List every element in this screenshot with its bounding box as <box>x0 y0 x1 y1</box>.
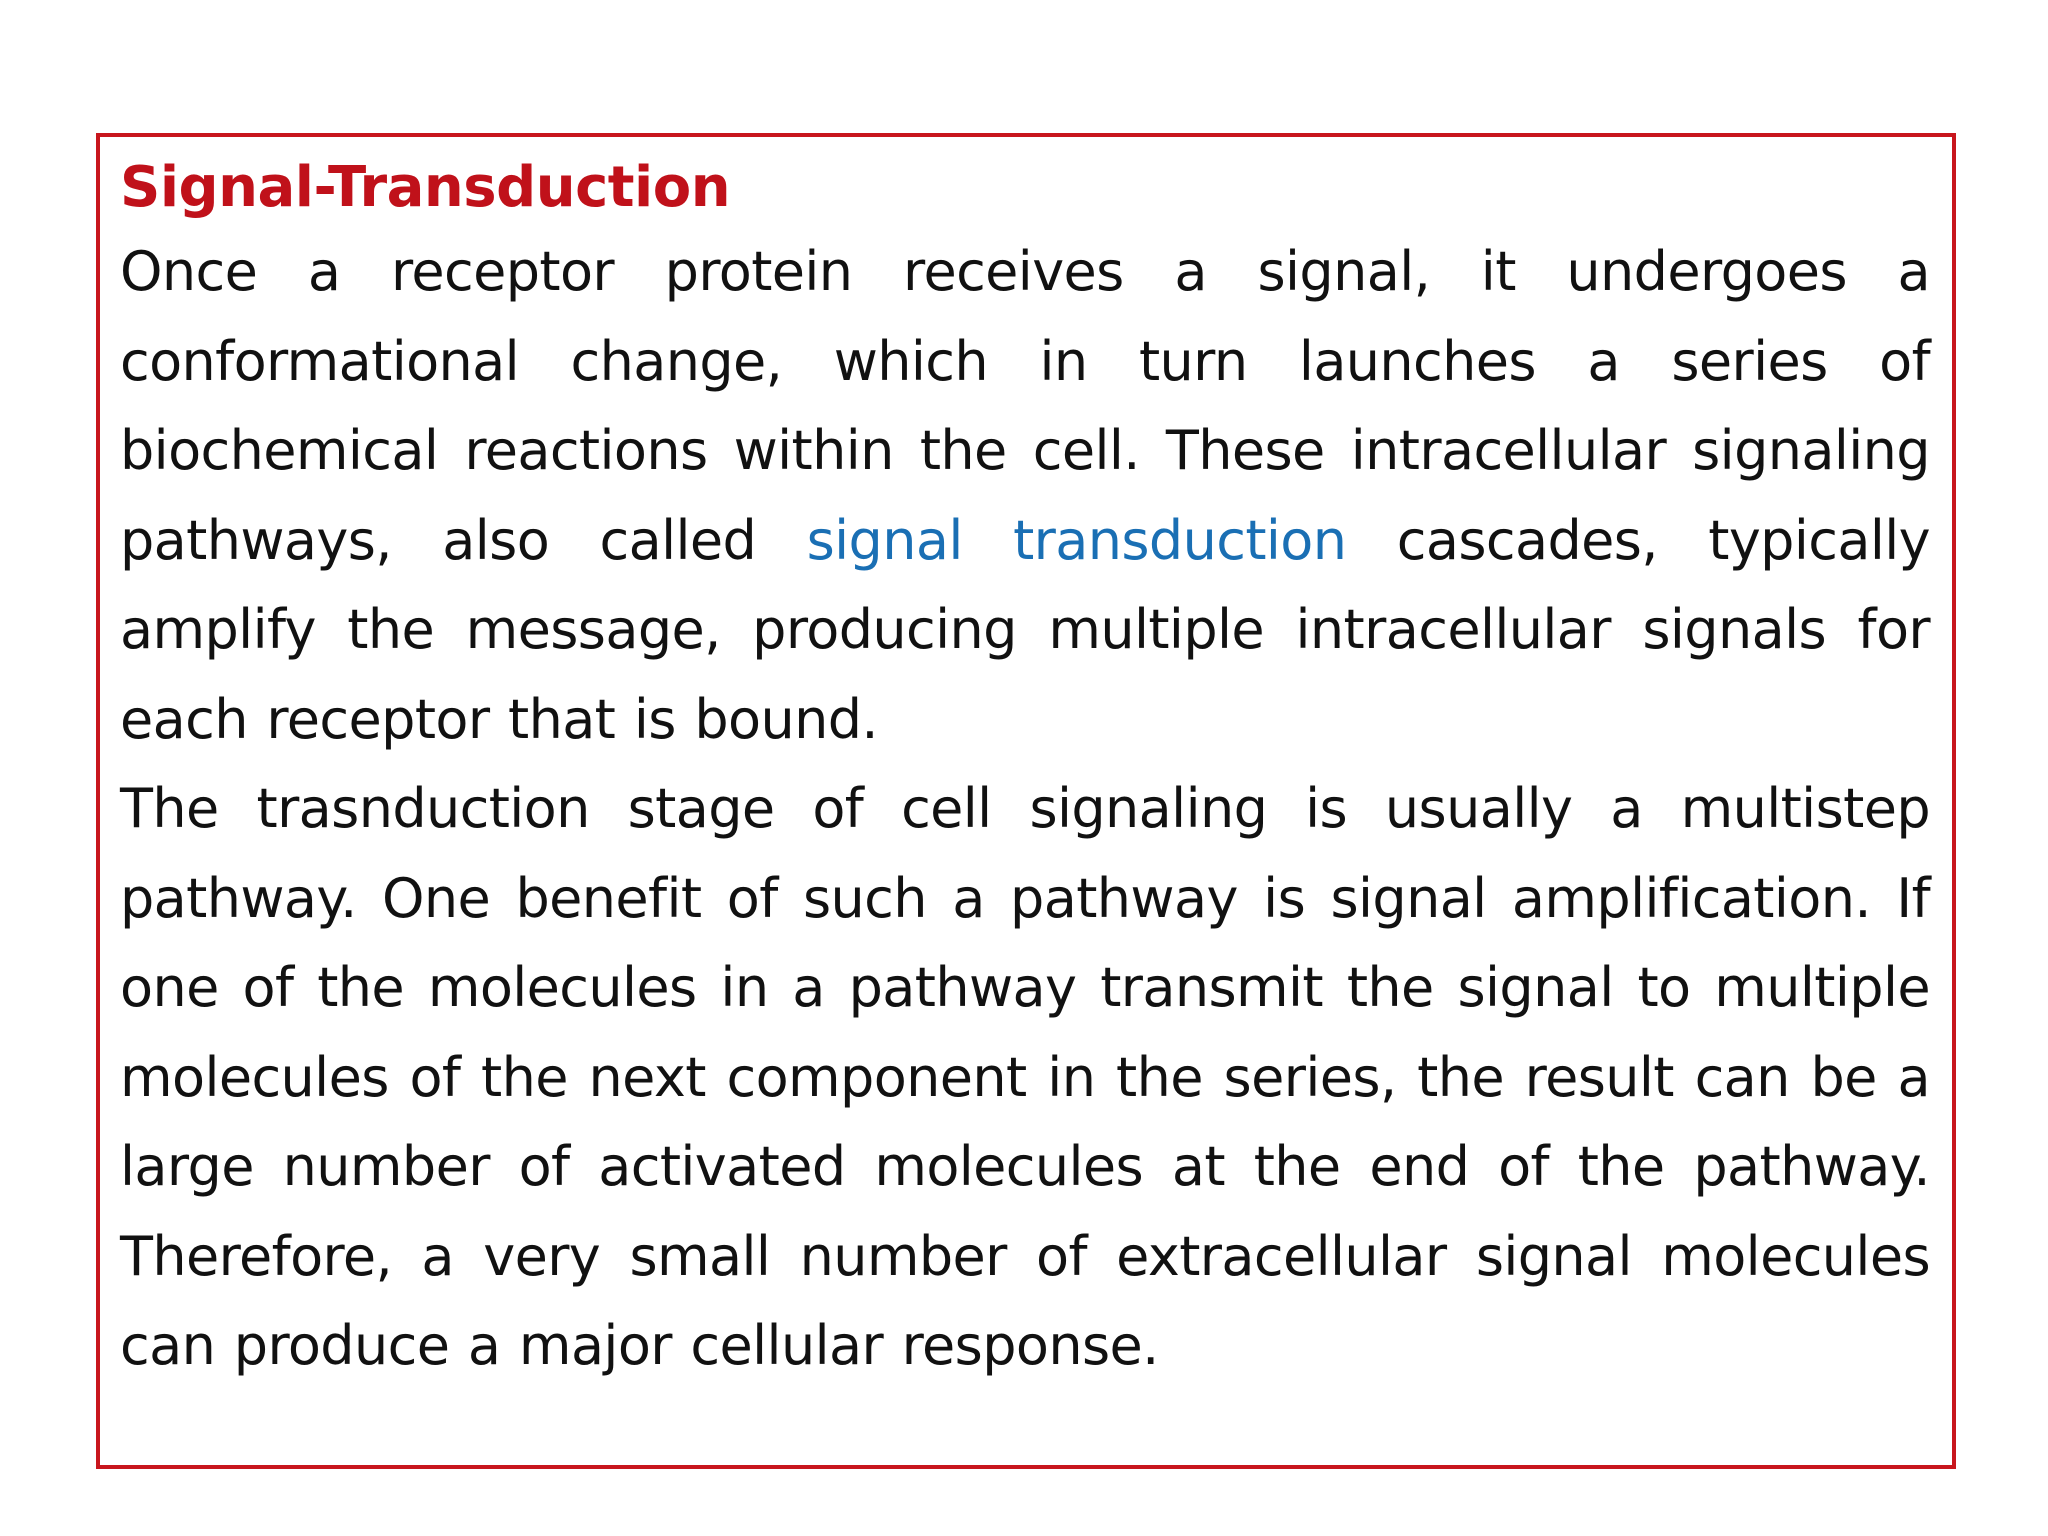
content-body <box>120 149 1930 1391</box>
section-title: Signal-Transduction <box>120 155 731 220</box>
paragraph-2: The trasnduction stage of cell signaling is usually a multistep pathway. One benefit of such a pathway is signal amplification. If one of the molecules in a pathway transmit the signal to multiple molecules of the next component in the series, the result can be a large number of activated molecules at the end of the pathway. Therefore, a very small number of extracellular signal molecules can produce a major cellular response. <box>120 777 1930 1377</box>
paragraph-1 <box>120 227 1930 764</box>
paragraph-1-text-end: cascades, typically amplify the message, producing multiple intracellular signals for each receptor that is bound. <box>120 508 1930 751</box>
signal-transduction-term: signal transduction <box>806 508 1347 572</box>
paragraph-1-text-start: Once a receptor protein receives a signal, it undergoes a conformational change, which in turn launches a series of biochemical reactions within the cell. These intracellular signaling pathways, also called <box>120 240 1930 572</box>
content-frame <box>96 133 1956 1469</box>
